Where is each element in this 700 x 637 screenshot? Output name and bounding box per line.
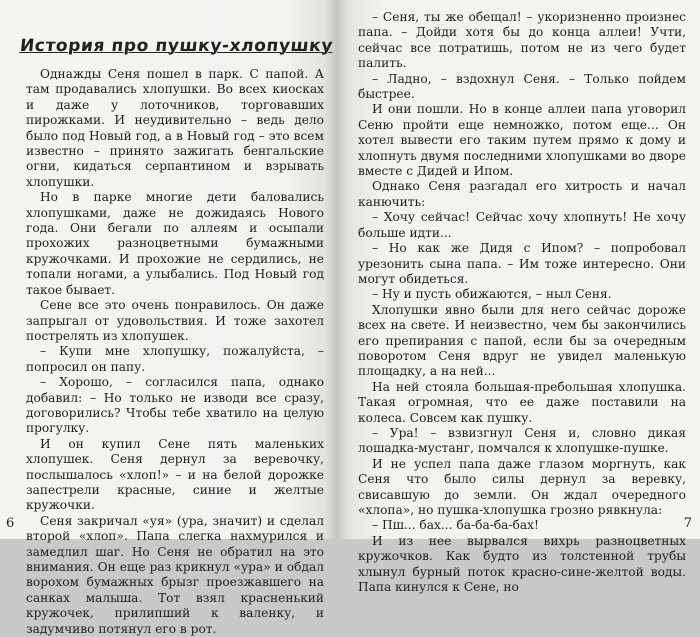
paragraph: – Купи мне хлопушку, пожалуйста, – попросил он папу. <box>26 344 324 374</box>
paragraph: – Но как же Дидя с Ипом? – попробовал урезонить сына папа. – Им тоже интересно. Они могут обидеться. <box>358 241 686 286</box>
paragraph: Сеня закричал «уя» (ура, значит) и сделал второй «хлоп». Папа слегка нахмурился и замедлил шаг. Но Сеня не обратил на это внимания. Он еще раз крикнул «ура» и обдал ворохом бумажных брызг проезжавшего на санках малыша. Тот взял красненький кружочек, прилипший к валенку, и задумчиво потянул его в рот. <box>26 513 324 636</box>
paragraph: – Хорошо, – согласился папа, однако добавил: – Но только не изводи все сразу, договорились? Чтобы тебе хватило на целую прогулку. <box>26 375 324 436</box>
paragraph: – Ура! – взвизгнул Сеня и, словно дикая лошадка-мустанг, помчался к хлопушке-пушке. <box>358 425 686 456</box>
paragraph: Но в парке многие дети баловались хлопушками, даже не дожидаясь Нового года. Они бегали по аллеям и осыпали прохожих разноцветными бумажными кружочками. И прохожие не сердились, не топали ногами, а улыбались. Под Новый год такое бывает. <box>26 190 324 297</box>
paragraph: – Ну и пусть обижаются, – ныл Сеня. <box>372 287 612 302</box>
paragraph: – Сеня, ты же обещал! – укоризненно произнес папа. – Дойди хотя бы до конца аллеи! Учти, сейчас все потратишь, потом не из чего будет палить. <box>358 10 686 71</box>
paragraph: – Хочу сейчас! Сейчас хочу хлопнуть! Не хочу больше идти... <box>358 210 686 240</box>
paragraph: Однако Сеня разгадал его хитрость и начал канючить: <box>358 179 686 209</box>
left-page <box>0 0 338 636</box>
story-title: История про пушку-хлопушку <box>18 36 335 56</box>
paragraph: Хлопушки явно были для него сейчас дороже всех на свете. И неизвестно, чем бы закончились его препирания с папой, если бы за очередным поворотом Сеня вдруг не увидел маленькую площадку, а на ней... <box>358 302 686 379</box>
right-page-text <box>358 10 686 595</box>
paragraph: И не успел папа даже глазом моргнуть, как Сеня что было силы дернул за веревку, свисавшую до земли. Он ждал очередного «хлопа», но пушка-хлопушка грозно рявкнула: <box>358 456 686 517</box>
paragraph: На ней стояла большая-пребольшая хлопушка. Такая огромная, что ее даже поставили на колеса. Совсем как пушку. <box>358 379 686 425</box>
paragraph: И они пошли. Но в конце аллеи папа уговорил Сеню пройти еще немножко, потом еще... Он хотел вывести его таким путем прямо к дому и хлопнуть двумя последними хлопушками во дворе вместе с Дидей и Ипом. <box>358 102 686 179</box>
right-page <box>338 0 700 595</box>
paragraph: Однажды Сеня пошел в парк. С папой. А там продавались хлопушки. Во всех киосках и даже у лоточников, торговавших пирожками. И неудивительно – ведь дело было под Новый год, а в Новый год – это всем известно – принято зажигать бенгальские огни, кидаться серпантином и взрывать хлопушки. <box>26 67 324 189</box>
paragraph: – Пш... бах... ба-ба-ба-бах! <box>372 518 539 533</box>
left-page-text <box>26 67 324 637</box>
paragraph: И он купил Сене пять маленьких хлопушек. Сеня дернул за веревочку, послышалось «хлоп!» – и на белой дорожке запестрели красные, синие и желтые кружочки. <box>26 436 324 513</box>
page-number-left: 6 <box>6 516 15 531</box>
paragraph: – Ладно, – вздохнул Сеня. – Только пойдем быстрее. <box>358 71 686 102</box>
paragraph: И из нее вырвался вихрь разноцветных кружочков. Как будто из толстенной трубы хлынул бурный поток красно-сине-желтой воды. Папа кинулся к Сене, но <box>358 533 686 595</box>
page-number-right: 7 <box>683 516 692 531</box>
paragraph: Сене все это очень понравилось. Он даже запрыгал от удовольствия. И тоже захотел пострелять из хлопушек. <box>26 298 324 343</box>
